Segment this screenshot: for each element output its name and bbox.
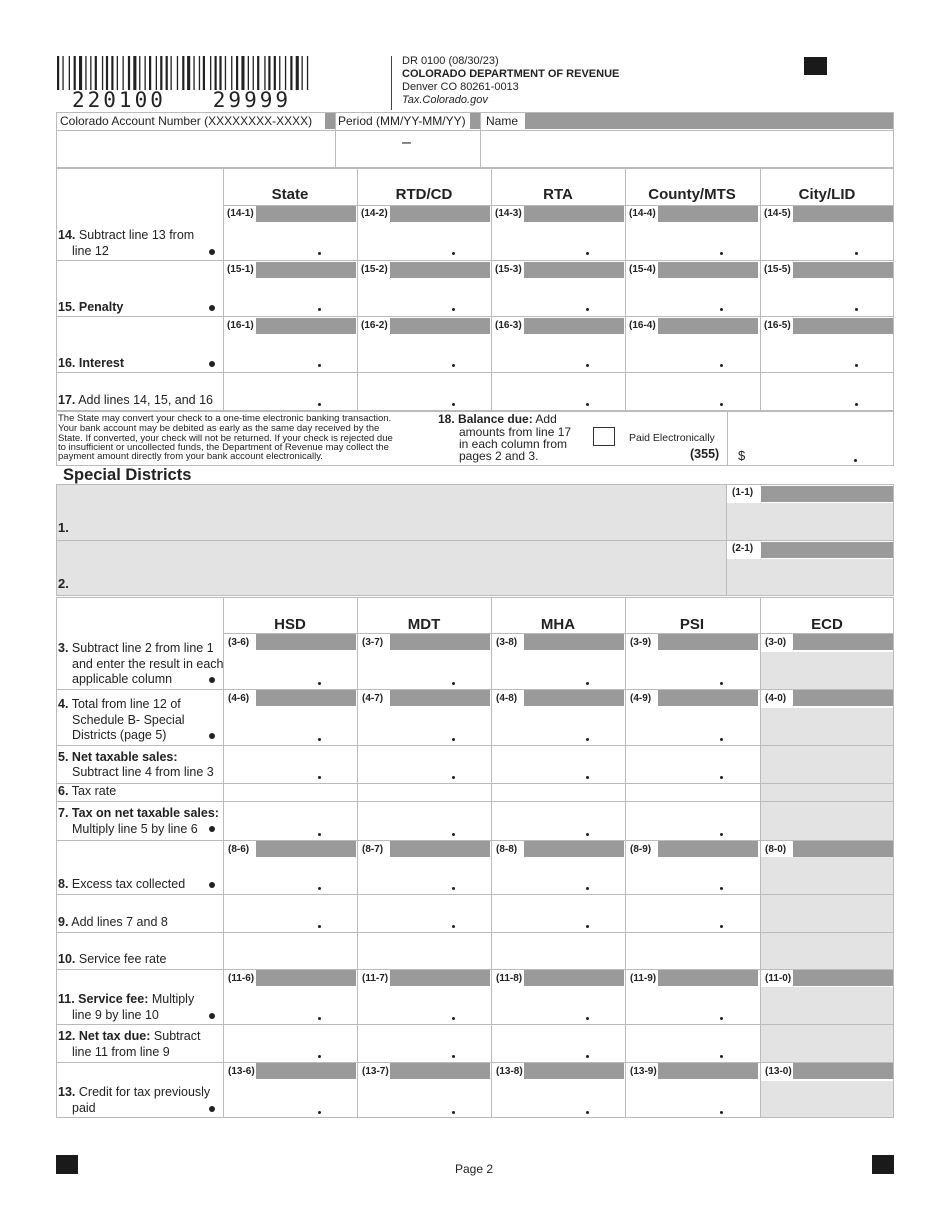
line-8-field-2[interactable] <box>358 857 490 892</box>
line-3-field-2[interactable] <box>358 650 490 687</box>
line-7-field-3[interactable] <box>492 801 624 838</box>
line-7-label: 7. Tax on net taxable sales: <box>58 806 219 820</box>
field-code: (8-6) <box>228 844 250 855</box>
field-code: (8-0) <box>765 844 787 855</box>
line-4-field-3[interactable] <box>492 706 624 743</box>
field-code: (16-3) <box>495 320 522 331</box>
line-11-label: 11. Service fee: Multiply <box>58 992 195 1006</box>
line-18-label-d: pages 2 and 3. <box>459 449 539 463</box>
field-code: (4-6) <box>228 693 250 704</box>
notice-line-3: State. If converted, your check will not be returned. If your check is rejected due <box>58 433 393 444</box>
line-14-field-3[interactable] <box>492 222 624 258</box>
column-header: State <box>271 186 309 203</box>
field-code: (11-7) <box>362 973 389 984</box>
line-3-field-5 <box>761 650 893 687</box>
required-bullet-11 <box>209 1013 215 1019</box>
department-website: Tax.Colorado.gov <box>402 94 488 106</box>
notice-line-4: to insufficient or uncollected funds, the Department of Revenue may collect the <box>58 442 389 453</box>
line-8-field-3[interactable] <box>492 857 624 892</box>
line-4-field-4[interactable] <box>626 706 758 743</box>
code-1-1: (1-1) <box>732 487 754 498</box>
department-address: Denver CO 80261-0013 <box>402 81 519 93</box>
account-number-label: Colorado Account Number (XXXXXXXX-XXXX) <box>60 114 313 128</box>
line-18-label-c: in each column from <box>459 437 568 451</box>
field-code: (13-8) <box>496 1066 523 1077</box>
field-code: (13-0) <box>765 1066 792 1077</box>
field-code: (3-7) <box>362 637 384 648</box>
line-3-field-1[interactable] <box>224 650 356 687</box>
field-code: (8-7) <box>362 844 384 855</box>
field-code: (14-1) <box>227 208 254 219</box>
field-code: (15-2) <box>361 264 388 275</box>
notice-line-1: The State may convert your check to a one-time electronic banking transaction. <box>58 413 392 424</box>
field-code: (13-6) <box>228 1066 255 1077</box>
field-code: (4-9) <box>630 693 652 704</box>
line-11-field-1[interactable] <box>224 986 356 1022</box>
special-line-2-field[interactable] <box>727 559 893 595</box>
line-16-field-4[interactable] <box>626 334 758 370</box>
line-14-field-1[interactable] <box>224 222 356 258</box>
field-code: (8-9) <box>630 844 652 855</box>
balance-code: (355) <box>690 447 720 461</box>
field-code: (11-9) <box>630 973 657 984</box>
column-header: MDT <box>407 616 441 633</box>
line-16-field-5[interactable] <box>761 334 893 370</box>
field-code: (16-1) <box>227 320 254 331</box>
line-18-label-b: amounts from line 17 <box>459 425 572 439</box>
paid-electronically-label: Paid Electronically <box>629 432 715 444</box>
line-13-field-1[interactable] <box>224 1079 356 1116</box>
field-code: (16-2) <box>361 320 388 331</box>
line-12-label-b: line 11 from line 9 <box>72 1045 170 1059</box>
paid-electronically-checkbox[interactable] <box>593 427 615 446</box>
required-bullet-4 <box>209 733 215 739</box>
line-14-label-b: line 12 <box>72 244 109 258</box>
period-label: Period (MM/YY-MM/YY) <box>338 114 466 128</box>
page-number: Page 2 <box>455 1162 494 1176</box>
line-13-field-3[interactable] <box>492 1079 624 1116</box>
column-header: RTA <box>543 186 573 203</box>
column-header: City/LID <box>798 186 856 203</box>
line-17-field-2[interactable] <box>358 373 490 409</box>
form-id: DR 0100 (08/30/23) <box>402 55 499 67</box>
field-code: (3-8) <box>496 637 518 648</box>
line-7-field-4[interactable] <box>626 801 758 838</box>
line-12-label: 12. Net tax due: Subtract <box>58 1029 201 1043</box>
line-16-label: 16. Interest <box>58 356 125 370</box>
field-code: (4-8) <box>496 693 518 704</box>
balance-due-field[interactable] <box>750 430 892 464</box>
line-4-field-2[interactable] <box>358 706 490 743</box>
column-header: MHA <box>540 616 576 633</box>
required-bullet-14 <box>209 249 215 255</box>
line-16-field-3[interactable] <box>492 334 624 370</box>
line-6-field-1[interactable] <box>224 783 356 799</box>
field-code: (14-5) <box>764 208 791 219</box>
line-16-field-1[interactable] <box>224 334 356 370</box>
line-11-field-3[interactable] <box>492 986 624 1022</box>
registration-mark <box>804 57 827 75</box>
line-15-field-3[interactable] <box>492 278 624 314</box>
required-bullet-16 <box>209 361 215 367</box>
field-code: (4-0) <box>765 693 787 704</box>
line-14-field-5[interactable] <box>761 222 893 258</box>
field-code: (11-0) <box>765 973 792 984</box>
required-bullet-8 <box>209 882 215 888</box>
period-dash: – <box>402 134 411 151</box>
line-6-label: 6. Tax rate <box>58 784 117 798</box>
line-17-field-4[interactable] <box>626 373 758 409</box>
field-code: (8-8) <box>496 844 518 855</box>
barcode-number: 220100 29999 <box>72 88 292 112</box>
required-bullet-13 <box>209 1106 215 1112</box>
column-header: County/MTS <box>648 186 736 203</box>
line-10-field-3[interactable] <box>492 932 624 967</box>
line-13-label-b: paid <box>72 1101 96 1115</box>
field-code: (11-8) <box>496 973 523 984</box>
field-code: (3-9) <box>630 637 652 648</box>
line-4-field-1[interactable] <box>224 706 356 743</box>
field-code: (13-7) <box>362 1066 389 1077</box>
line-9-field-2[interactable] <box>358 894 490 930</box>
line-17-field-5[interactable] <box>761 373 893 409</box>
line-4-label: 4. Total from line 12 of <box>58 697 181 711</box>
line-6-field-4[interactable] <box>626 783 758 799</box>
field-code: (14-2) <box>361 208 388 219</box>
name-label: Name <box>486 114 519 128</box>
field-code: (15-3) <box>495 264 522 275</box>
line-14-field-2[interactable] <box>358 222 490 258</box>
line-8-field-1[interactable] <box>224 857 356 892</box>
line-10-field-2[interactable] <box>358 932 490 967</box>
line-10-field-4[interactable] <box>626 932 758 967</box>
line-17-field-1[interactable] <box>224 373 356 409</box>
line-5-field-4[interactable] <box>626 745 758 781</box>
line-13-label: 13. Credit for tax previously <box>58 1085 211 1099</box>
line-6-field-3[interactable] <box>492 783 624 799</box>
line-15-field-5[interactable] <box>761 278 893 314</box>
required-bullet-7 <box>209 826 215 832</box>
column-header: PSI <box>679 616 705 633</box>
line-6-field-2[interactable] <box>358 783 490 799</box>
notice-line-5: payment amount directly from your bank account electronically. <box>58 451 323 462</box>
column-header: RTD/CD <box>395 186 453 203</box>
line-15-field-4[interactable] <box>626 278 758 314</box>
line-10-field-1[interactable] <box>224 932 356 967</box>
line-9-field-4[interactable] <box>626 894 758 930</box>
line-7-field-2[interactable] <box>358 801 490 838</box>
line-5-label-b: Subtract line 4 from line 3 <box>72 765 214 779</box>
line-3-field-4[interactable] <box>626 650 758 687</box>
line-5-field-3[interactable] <box>492 745 624 781</box>
field-code: (11-6) <box>228 973 255 984</box>
line-4-label-b: Schedule B- Special <box>72 713 185 727</box>
name-field[interactable] <box>481 131 893 167</box>
line-9-field-1[interactable] <box>224 894 356 930</box>
line-4-label-c: Districts (page 5) <box>72 728 167 742</box>
line-13-field-4[interactable] <box>626 1079 758 1116</box>
line-5-field-2[interactable] <box>358 745 490 781</box>
line-13-field-2[interactable] <box>358 1079 490 1116</box>
line-7-field-1[interactable] <box>224 801 356 838</box>
line-3-label: 3. Subtract line 2 from line 1 <box>58 641 214 655</box>
field-code: (14-3) <box>495 208 522 219</box>
column-header: ECD <box>811 616 843 633</box>
line-15-label: 15. Penalty <box>58 300 124 314</box>
line-10-label: 10. Service fee rate <box>58 952 167 966</box>
line-3-label-c: applicable column <box>72 672 173 686</box>
account-number-field[interactable] <box>56 131 335 167</box>
required-bullet-15 <box>209 305 215 311</box>
required-bullet-3 <box>209 677 215 683</box>
line-12-field-3[interactable] <box>492 1024 624 1060</box>
line-12-field-1[interactable] <box>224 1024 356 1060</box>
registration-mark <box>56 1155 78 1174</box>
field-code: (13-9) <box>630 1066 657 1077</box>
code-2-1: (2-1) <box>732 543 754 554</box>
line-8-field-4[interactable] <box>626 857 758 892</box>
line-11-label-b: line 9 by line 10 <box>72 1008 159 1022</box>
line-5-label: 5. Net taxable sales: <box>58 750 178 764</box>
field-code: (3-6) <box>228 637 250 648</box>
line-11-field-4[interactable] <box>626 986 758 1022</box>
line-14-label: 14. Subtract line 13 from <box>58 228 195 242</box>
field-code: (16-5) <box>764 320 791 331</box>
line-17-label: 17. Add lines 14, 15, and 16 <box>58 393 214 407</box>
line-12-field-2[interactable] <box>358 1024 490 1060</box>
notice-line-2: Your bank account may be debited as early as the same day received by the <box>58 423 380 434</box>
barcode <box>57 56 310 90</box>
line-11-field-2[interactable] <box>358 986 490 1022</box>
line-8-label: 8. Excess tax collected <box>58 877 186 891</box>
special-line-1: 1. <box>58 520 69 535</box>
header-divider <box>391 56 392 110</box>
column-header: HSD <box>274 616 306 633</box>
line-9-label: 9. Add lines 7 and 8 <box>58 915 168 929</box>
line-18-label: 18. Balance due: Add <box>438 412 557 426</box>
field-code: (15-4) <box>629 264 656 275</box>
line-15-field-2[interactable] <box>358 278 490 314</box>
line-15-field-1[interactable] <box>224 278 356 314</box>
department-name: COLORADO DEPARTMENT OF REVENUE <box>402 68 620 80</box>
line-17-field-3[interactable] <box>492 373 624 409</box>
field-code: (4-7) <box>362 693 384 704</box>
line-14-field-4[interactable] <box>626 222 758 258</box>
line-3-field-3[interactable] <box>492 650 624 687</box>
currency-symbol: $ <box>738 448 746 463</box>
special-line-2: 2. <box>58 576 69 591</box>
line-12-field-4[interactable] <box>626 1024 758 1060</box>
field-code: (14-4) <box>629 208 656 219</box>
special-line-1-field[interactable] <box>727 503 893 540</box>
field-code: (15-5) <box>764 264 791 275</box>
line-5-field-1[interactable] <box>224 745 356 781</box>
registration-mark <box>872 1155 894 1174</box>
field-code: (16-4) <box>629 320 656 331</box>
field-code: (15-1) <box>227 264 254 275</box>
line-9-field-3[interactable] <box>492 894 624 930</box>
line-7-label-b: Multiply line 5 by line 6 <box>72 822 198 836</box>
line-3-label-b: and enter the result in each <box>72 657 224 671</box>
line-16-field-2[interactable] <box>358 334 490 370</box>
special-districts-title: Special Districts <box>63 466 192 484</box>
field-code: (3-0) <box>765 637 787 648</box>
